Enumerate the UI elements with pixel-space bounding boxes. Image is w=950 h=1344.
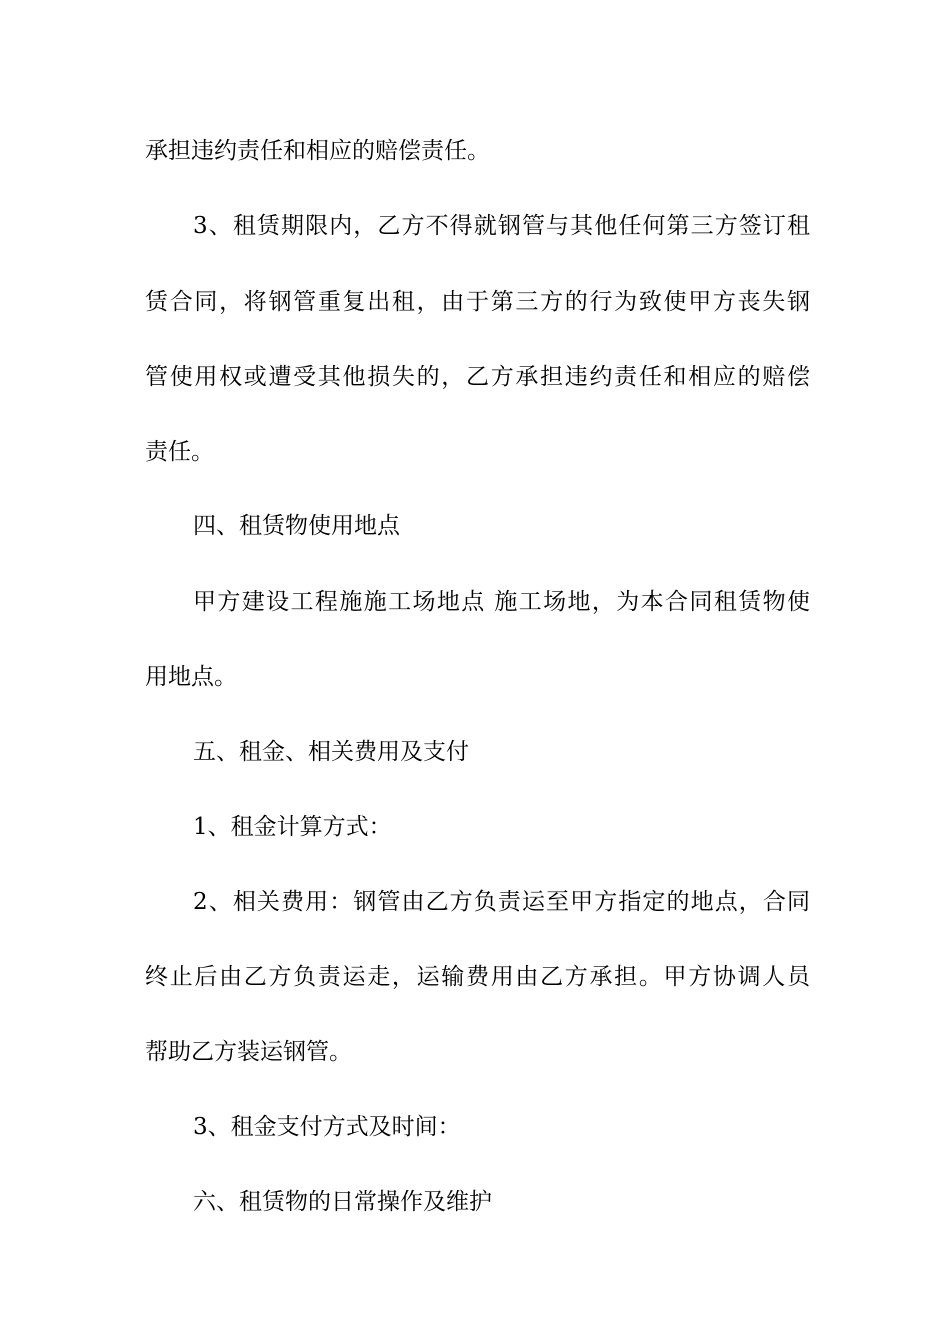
section-heading-4: 四、租赁物使用地点	[193, 513, 400, 539]
text-line-11: 2、相关费用：钢管由乙方负责运至甲方指定的地点，合同	[193, 889, 810, 915]
text-line-1: 承担违约责任和相应的赔偿责任。	[145, 138, 490, 164]
text-line-3: 赁合同，将钢管重复出租，由于第三方的行为致使甲方丧失钢	[145, 289, 810, 315]
text-line-12: 终止后由乙方负责运走，运输费用由乙方承担。甲方协调人员	[145, 964, 810, 990]
text-line-5: 责任。	[145, 439, 214, 465]
text-line-4: 管使用权或遭受其他损失的，乙方承担违约责任和相应的赔偿	[145, 364, 810, 390]
text-line-10: 1、租金计算方式：	[193, 814, 392, 840]
text-line-14: 3、租金支付方式及时间：	[193, 1114, 461, 1140]
text-line-2: 3、租赁期限内，乙方不得就钢管与其他任何第三方签订租	[193, 213, 810, 239]
text-line-13: 帮助乙方装运钢管。	[145, 1039, 352, 1065]
text-line-8: 用地点。	[145, 664, 237, 690]
section-heading-5: 五、租金、相关费用及支付	[193, 739, 469, 765]
section-heading-6: 六、租赁物的日常操作及维护	[193, 1189, 492, 1215]
text-line-7: 甲方建设工程施施工场地点 施工场地，为本合同租赁物使	[193, 589, 810, 615]
